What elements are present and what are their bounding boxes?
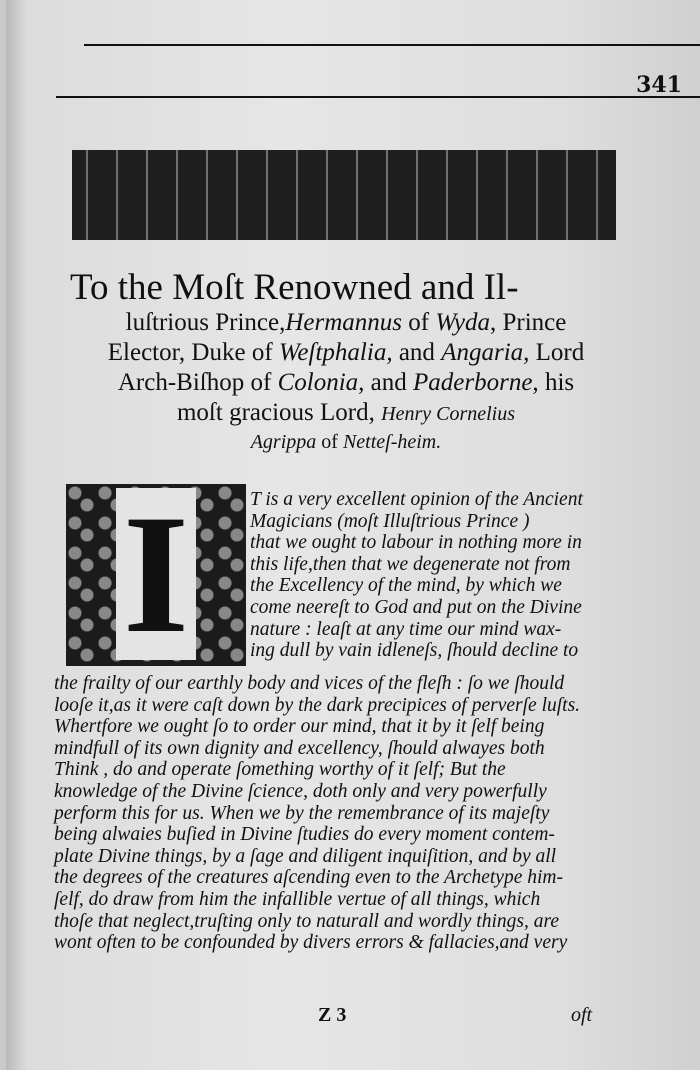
page-number: 341 bbox=[636, 72, 682, 98]
title-line: luſtrious Prince,Hermannus of Wyda, Prince bbox=[125, 309, 567, 336]
text-line: this life,then that we degenerate not from bbox=[250, 553, 571, 575]
text-line: Whertfore we ought ſo to order our mind, that it by it ſelf being bbox=[54, 716, 545, 738]
title-line: To the Moſt Renowned and Il- bbox=[70, 267, 519, 308]
text-line: that we ought to labour in nothing more in bbox=[250, 532, 582, 554]
text-line: the Excellency of the mind, by which we bbox=[250, 575, 562, 597]
book-page bbox=[6, 0, 700, 1070]
header-rule bbox=[56, 96, 700, 98]
decorative-headpiece bbox=[72, 150, 616, 240]
title-line: Agrippa of Netteſ-heim. bbox=[250, 431, 442, 453]
text-line: Think , do and operate ſomething worthy of it ſelf; But the bbox=[54, 759, 506, 781]
intro-text bbox=[250, 489, 583, 662]
title-line: moſt gracious Lord, Henry Cornelius bbox=[176, 399, 516, 426]
text-line: ing dull by vain idleneſs, ſhould decline to bbox=[250, 640, 579, 662]
text-line: ſelf, do draw from him the infallible vertue of all things, which bbox=[54, 888, 541, 910]
text-line: the frailty of our earthly body and vices of the fleſh : ſo we ſhould bbox=[54, 673, 565, 694]
text-line: come neereſt to God and put on the Divine bbox=[250, 596, 582, 618]
text-line: nature : leaſt at any time our mind wax- bbox=[250, 618, 562, 640]
text-line: plate Divine things, by a ſage and diligent inquiſition, and by all bbox=[54, 845, 557, 867]
title-line: Arch-Biſhop of Colonia, and Paderborne, his bbox=[117, 369, 575, 396]
text-line: knowledge of the Divine ſcience, doth only and very powerfully bbox=[54, 780, 547, 802]
catchword: oft bbox=[571, 1004, 593, 1026]
text-line: mindfull of its own dignity and excellency, ſhould alwayes both bbox=[54, 737, 545, 759]
text-line: T is a very excellent opinion of the Ancient bbox=[250, 489, 583, 510]
text-line: being alwaies buſied in Divine ſtudies do every moment contem- bbox=[54, 824, 555, 846]
signature-mark: Z 3 bbox=[318, 1004, 347, 1026]
text-line: looſe it,as it were caſt down by the dark precipices of perverſe luſts. bbox=[54, 694, 581, 716]
text-line: thoſe that neglect,truſting only to naturall and wordly things, are bbox=[54, 910, 559, 932]
text-line: Magicians (moſt Illuſtrious Prince ) bbox=[250, 510, 530, 532]
text-line: wont often to be confounded by divers errors & fallacies,and very bbox=[54, 932, 568, 954]
dedication-title bbox=[46, 268, 646, 455]
text-line: the degrees of the creatures aſcending even to the Archetype him- bbox=[54, 867, 563, 889]
title-line: Elector, Duke of Weſtphalia, and Angaria, Lord bbox=[107, 339, 585, 366]
decorated-initial: I bbox=[66, 484, 246, 666]
text-line: perform this for us. When we by the remembrance of its majeſty bbox=[54, 802, 550, 824]
body-text bbox=[54, 673, 580, 954]
top-rule bbox=[84, 44, 700, 46]
